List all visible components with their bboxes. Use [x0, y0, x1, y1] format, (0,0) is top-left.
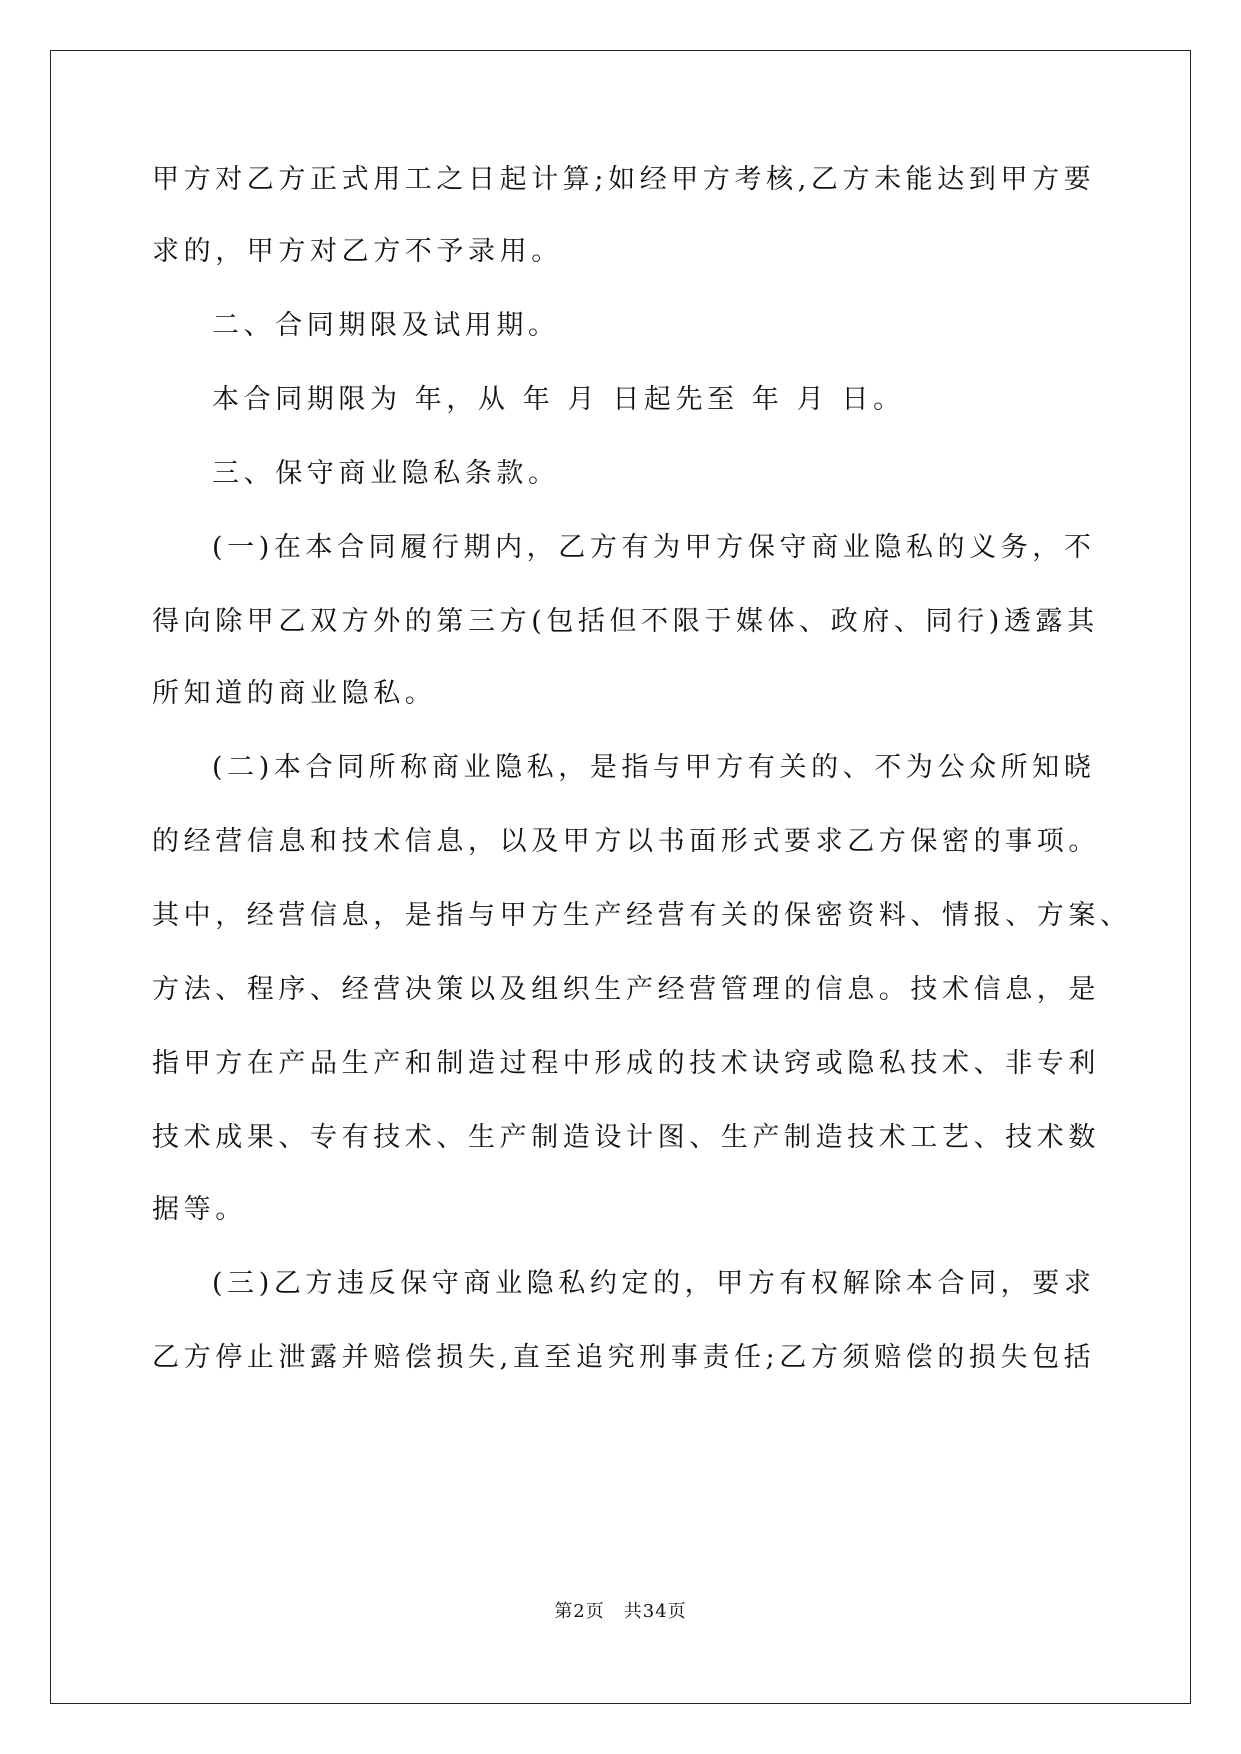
text-line: (一)在本合同履行期内，乙方有为甲方保守商业隐私的义务，不 [212, 532, 1096, 563]
page-border [50, 50, 1191, 1704]
page-number: 第2页 共34页 [554, 1601, 687, 1622]
text-line: (二)本合同所称商业隐私，是指与甲方有关的、不为公众所知晓 [212, 752, 1096, 783]
text-line: 技术成果、专有技术、生产制造设计图、生产制造技术工艺、技术数 [152, 1122, 1100, 1153]
text-line: 本合同期限为 年，从 年 月 日起先至 年 月 日。 [212, 384, 905, 415]
text-line: 据等。 [152, 1194, 247, 1225]
text-line: 指甲方在产品生产和制造过程中形成的技术诀窍或隐私技术、非专利 [152, 1048, 1100, 1079]
section-heading: 三、保守商业隐私条款。 [212, 458, 560, 489]
text-line: 所知道的商业隐私。 [152, 678, 437, 709]
text-line: 其中，经营信息，是指与甲方生产经营有关的保密资料、情报、方案、 [152, 900, 1132, 931]
text-line: 方法、程序、经营决策以及组织生产经营管理的信息。技术信息，是 [152, 974, 1100, 1005]
text-line: (三)乙方违反保守商业隐私约定的，甲方有权解除本合同，要求 [212, 1268, 1096, 1299]
text-line: 乙方停止泄露并赔偿损失,直至追究刑事责任;乙方须赔偿的损失包括 [152, 1342, 1096, 1373]
text-line: 的经营信息和技术信息，以及甲方以书面形式要求乙方保密的事项。 [152, 826, 1100, 857]
text-line: 得向除甲乙双方外的第三方(包括但不限于媒体、政府、同行)透露其 [152, 606, 1099, 637]
text-line: 求的，甲方对乙方不予录用。 [152, 236, 563, 267]
text-line: 甲方对乙方正式用工之日起计算;如经甲方考核,乙方未能达到甲方要 [152, 164, 1096, 195]
section-heading: 二、合同期限及试用期。 [212, 310, 560, 341]
